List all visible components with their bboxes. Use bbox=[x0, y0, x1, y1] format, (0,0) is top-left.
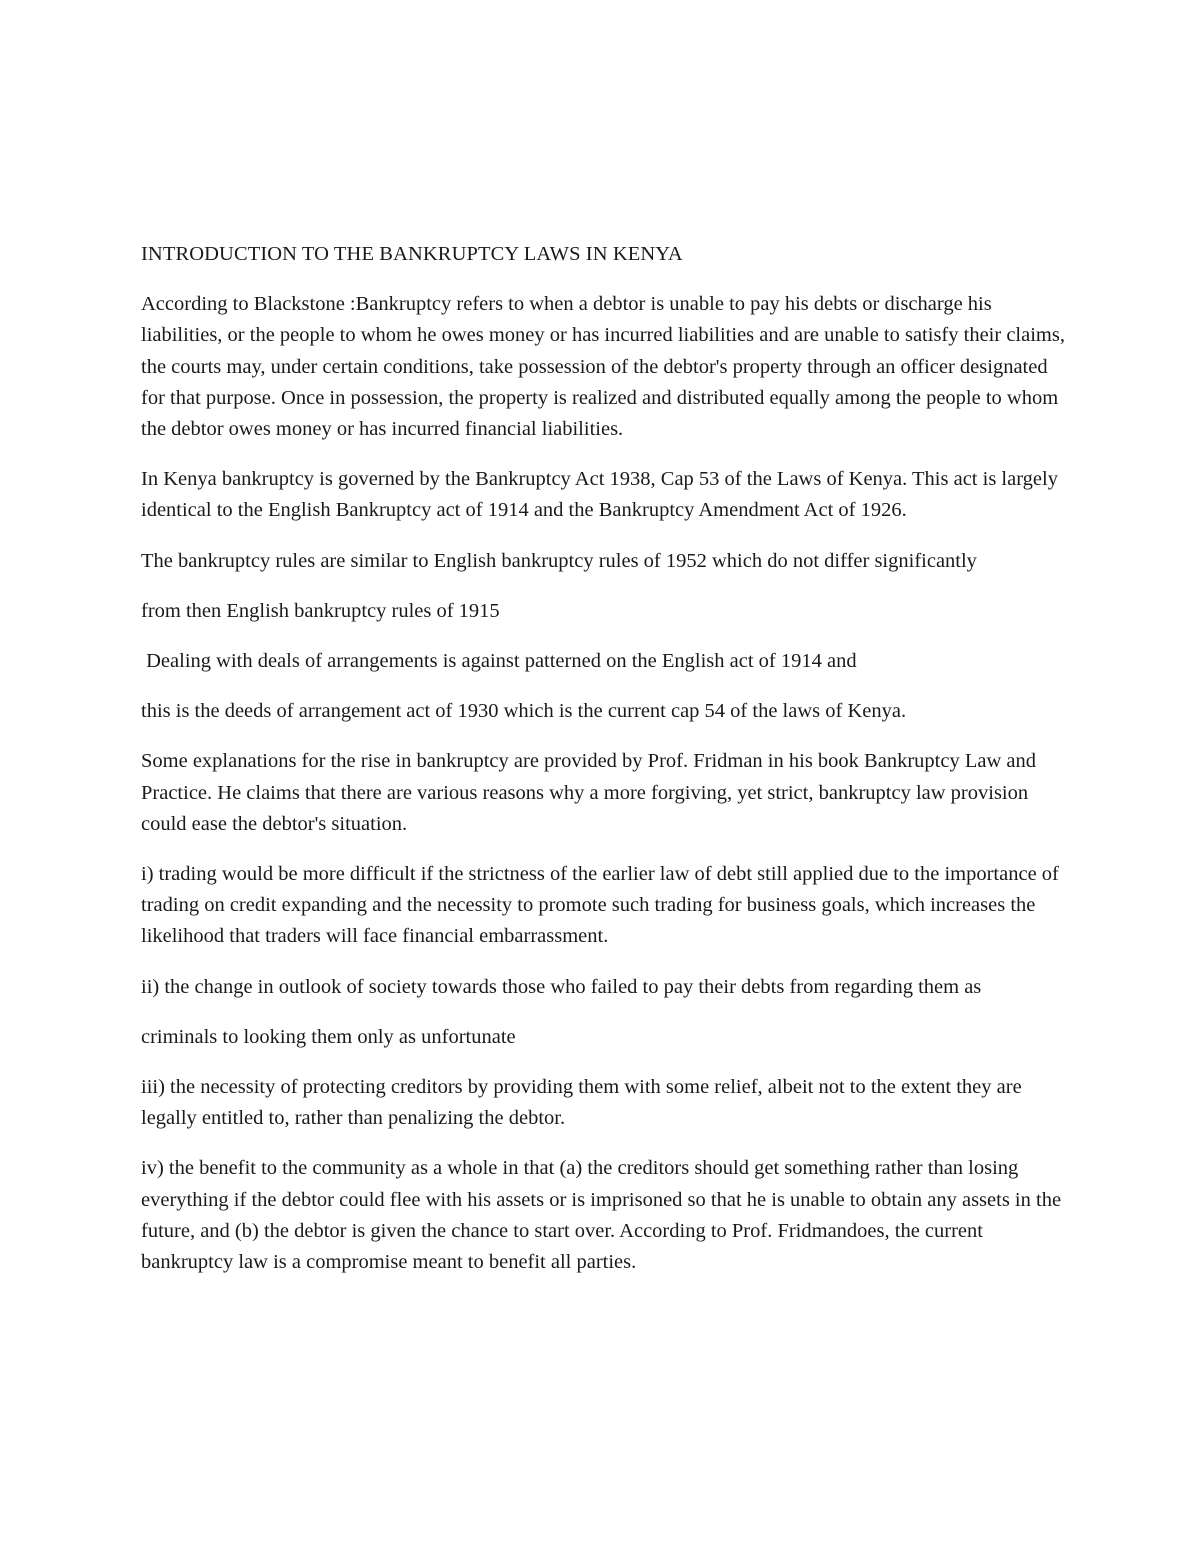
list-item-iv-community: iv) the benefit to the community as a whole in that (a) the creditors should get something rather than losing everything if the debtor could flee with his assets or is imprisoned so that he is unable to obtain any assets in the future, and (b) the debtor is given the chance to start over. According to Prof. Fridmandoes, the current bankruptcy law is a compromise meant to benefit all parties. bbox=[141, 1157, 1062, 1274]
list-item-iii-creditors: iii) the necessity of protecting creditors by providing them with some relief, albeit not to the extent they are legally entitled to, rather than penalizing the debtor. bbox=[141, 1076, 1022, 1130]
paragraph-bankruptcy-rules: The bankruptcy rules are similar to English bankruptcy rules of 1952 which do not differ significantly bbox=[141, 549, 977, 572]
list-item-i-trading: i) trading would be more difficult if the strictness of the earlier law of debt still applied due to the importance of trading on credit expanding and the necessity to promote such trading for business goals, which increases the likelihood that traders will face financial embarrassment. bbox=[141, 863, 1059, 948]
paragraph-rules-1915: from then English bankruptcy rules of 1915 bbox=[141, 599, 500, 622]
list-item-ii-outlook: ii) the change in outlook of society towards those who failed to pay their debts from regarding them as bbox=[141, 975, 982, 998]
document-body bbox=[141, 239, 1071, 1297]
document-title: INTRODUCTION TO THE BANKRUPTCY LAWS IN KENYA bbox=[141, 243, 683, 265]
paragraph-fridman-explanations: Some explanations for the rise in bankruptcy are provided by Prof. Fridman in his book Bankruptcy Law and Practice. He claims that there are various reasons why a more forgiving, yet strict, bankruptcy law provision could ease the debtor's situation. bbox=[141, 750, 1036, 835]
paragraph-deeds-of-arrangement: this is the deeds of arrangement act of 1930 which is the current cap 54 of the laws of Kenya. bbox=[141, 700, 907, 723]
paragraph-kenya-act: In Kenya bankruptcy is governed by the Bankruptcy Act 1938, Cap 53 of the Laws of Kenya. This act is largely identical to the English Bankruptcy act of 1914 and the Bankruptcy Amendment Act of 1926. bbox=[141, 468, 1058, 522]
list-item-ii-continued: criminals to looking them only as unfortunate bbox=[141, 1025, 516, 1048]
paragraph-deals-of-arrangements: Dealing with deals of arrangements is against patterned on the English act of 1914 and bbox=[141, 650, 857, 673]
paragraph-blackstone-definition: According to Blackstone :Bankruptcy refers to when a debtor is unable to pay his debts or discharge his liabilities, or the people to whom he owes money or has incurred liabilities and are unable to satisfy their claims, the courts may, under certain conditions, take possession of the debtor's property through an officer designated for that purpose. Once in possession, the property is realized and distributed equally among the people to whom the debtor owes money or has incurred financial liabilities. bbox=[141, 293, 1065, 441]
